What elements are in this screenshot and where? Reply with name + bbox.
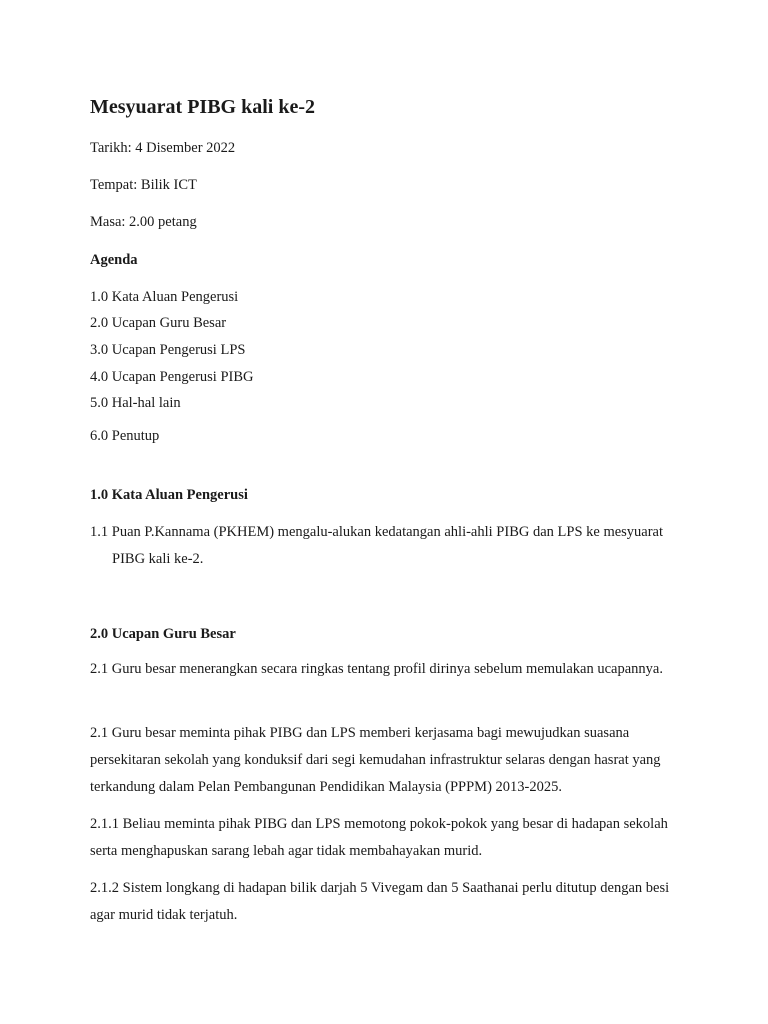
agenda-item: 2.0 Ucapan Guru Besar: [90, 315, 227, 331]
agenda-heading: Agenda: [90, 252, 138, 268]
section-2-paragraph: 2.1 Guru besar menerangkan secara ringkas tentang profil dirinya sebelum memulakan ucapannya.: [90, 661, 663, 677]
section-2-paragraph: 2.1.1 Beliau meminta pihak PIBG dan LPS memotong pokok-pokok yang besar di hadapan sekolah serta menghapuskan sarang lebah agar tidak membahayakan murid.: [90, 816, 668, 859]
section-2-heading: 2.0 Ucapan Guru Besar: [90, 626, 236, 642]
section-2-paragraph: 2.1.2 Sistem longkang di hadapan bilik darjah 5 Vivegam dan 5 Saathanai perlu ditutup dengan besi agar murid tidak terjatuh.: [90, 880, 670, 923]
agenda-item: 3.0 Ucapan Pengerusi LPS: [90, 342, 246, 358]
document-title: Mesyuarat PIBG kali ke-2: [90, 96, 315, 118]
section-2-paragraph: 2.1 Guru besar meminta pihak PIBG dan LPS memberi kerjasama bagi mewujudkan suasana persekitaran sekolah yang konduksif dari segi kemudahan infrastruktur selaras dengan hasrat yang terkandung dalam Pelan Pembangunan Pendidikan Malaysia (PPPM) 2013-2025.: [90, 725, 661, 795]
meeting-time: Masa: 2.00 petang: [90, 214, 197, 230]
section-1-paragraph: 1.1 Puan P.Kannama (PKHEM) mengalu-alukan kedatangan ahli-ahli PIBG dan LPS ke mesyuarat PIBG kali ke-2.: [90, 524, 664, 567]
meeting-venue: Tempat: Bilik ICT: [90, 177, 197, 193]
agenda-item: 5.0 Hal-hal lain: [90, 395, 181, 411]
agenda-item: 1.0 Kata Aluan Pengerusi: [90, 289, 239, 305]
meeting-date: Tarikh: 4 Disember 2022: [90, 140, 236, 156]
agenda-item: 6.0 Penutup: [90, 428, 160, 444]
section-1-heading: 1.0 Kata Aluan Pengerusi: [90, 487, 248, 503]
agenda-item: 4.0 Ucapan Pengerusi PIBG: [90, 369, 254, 385]
